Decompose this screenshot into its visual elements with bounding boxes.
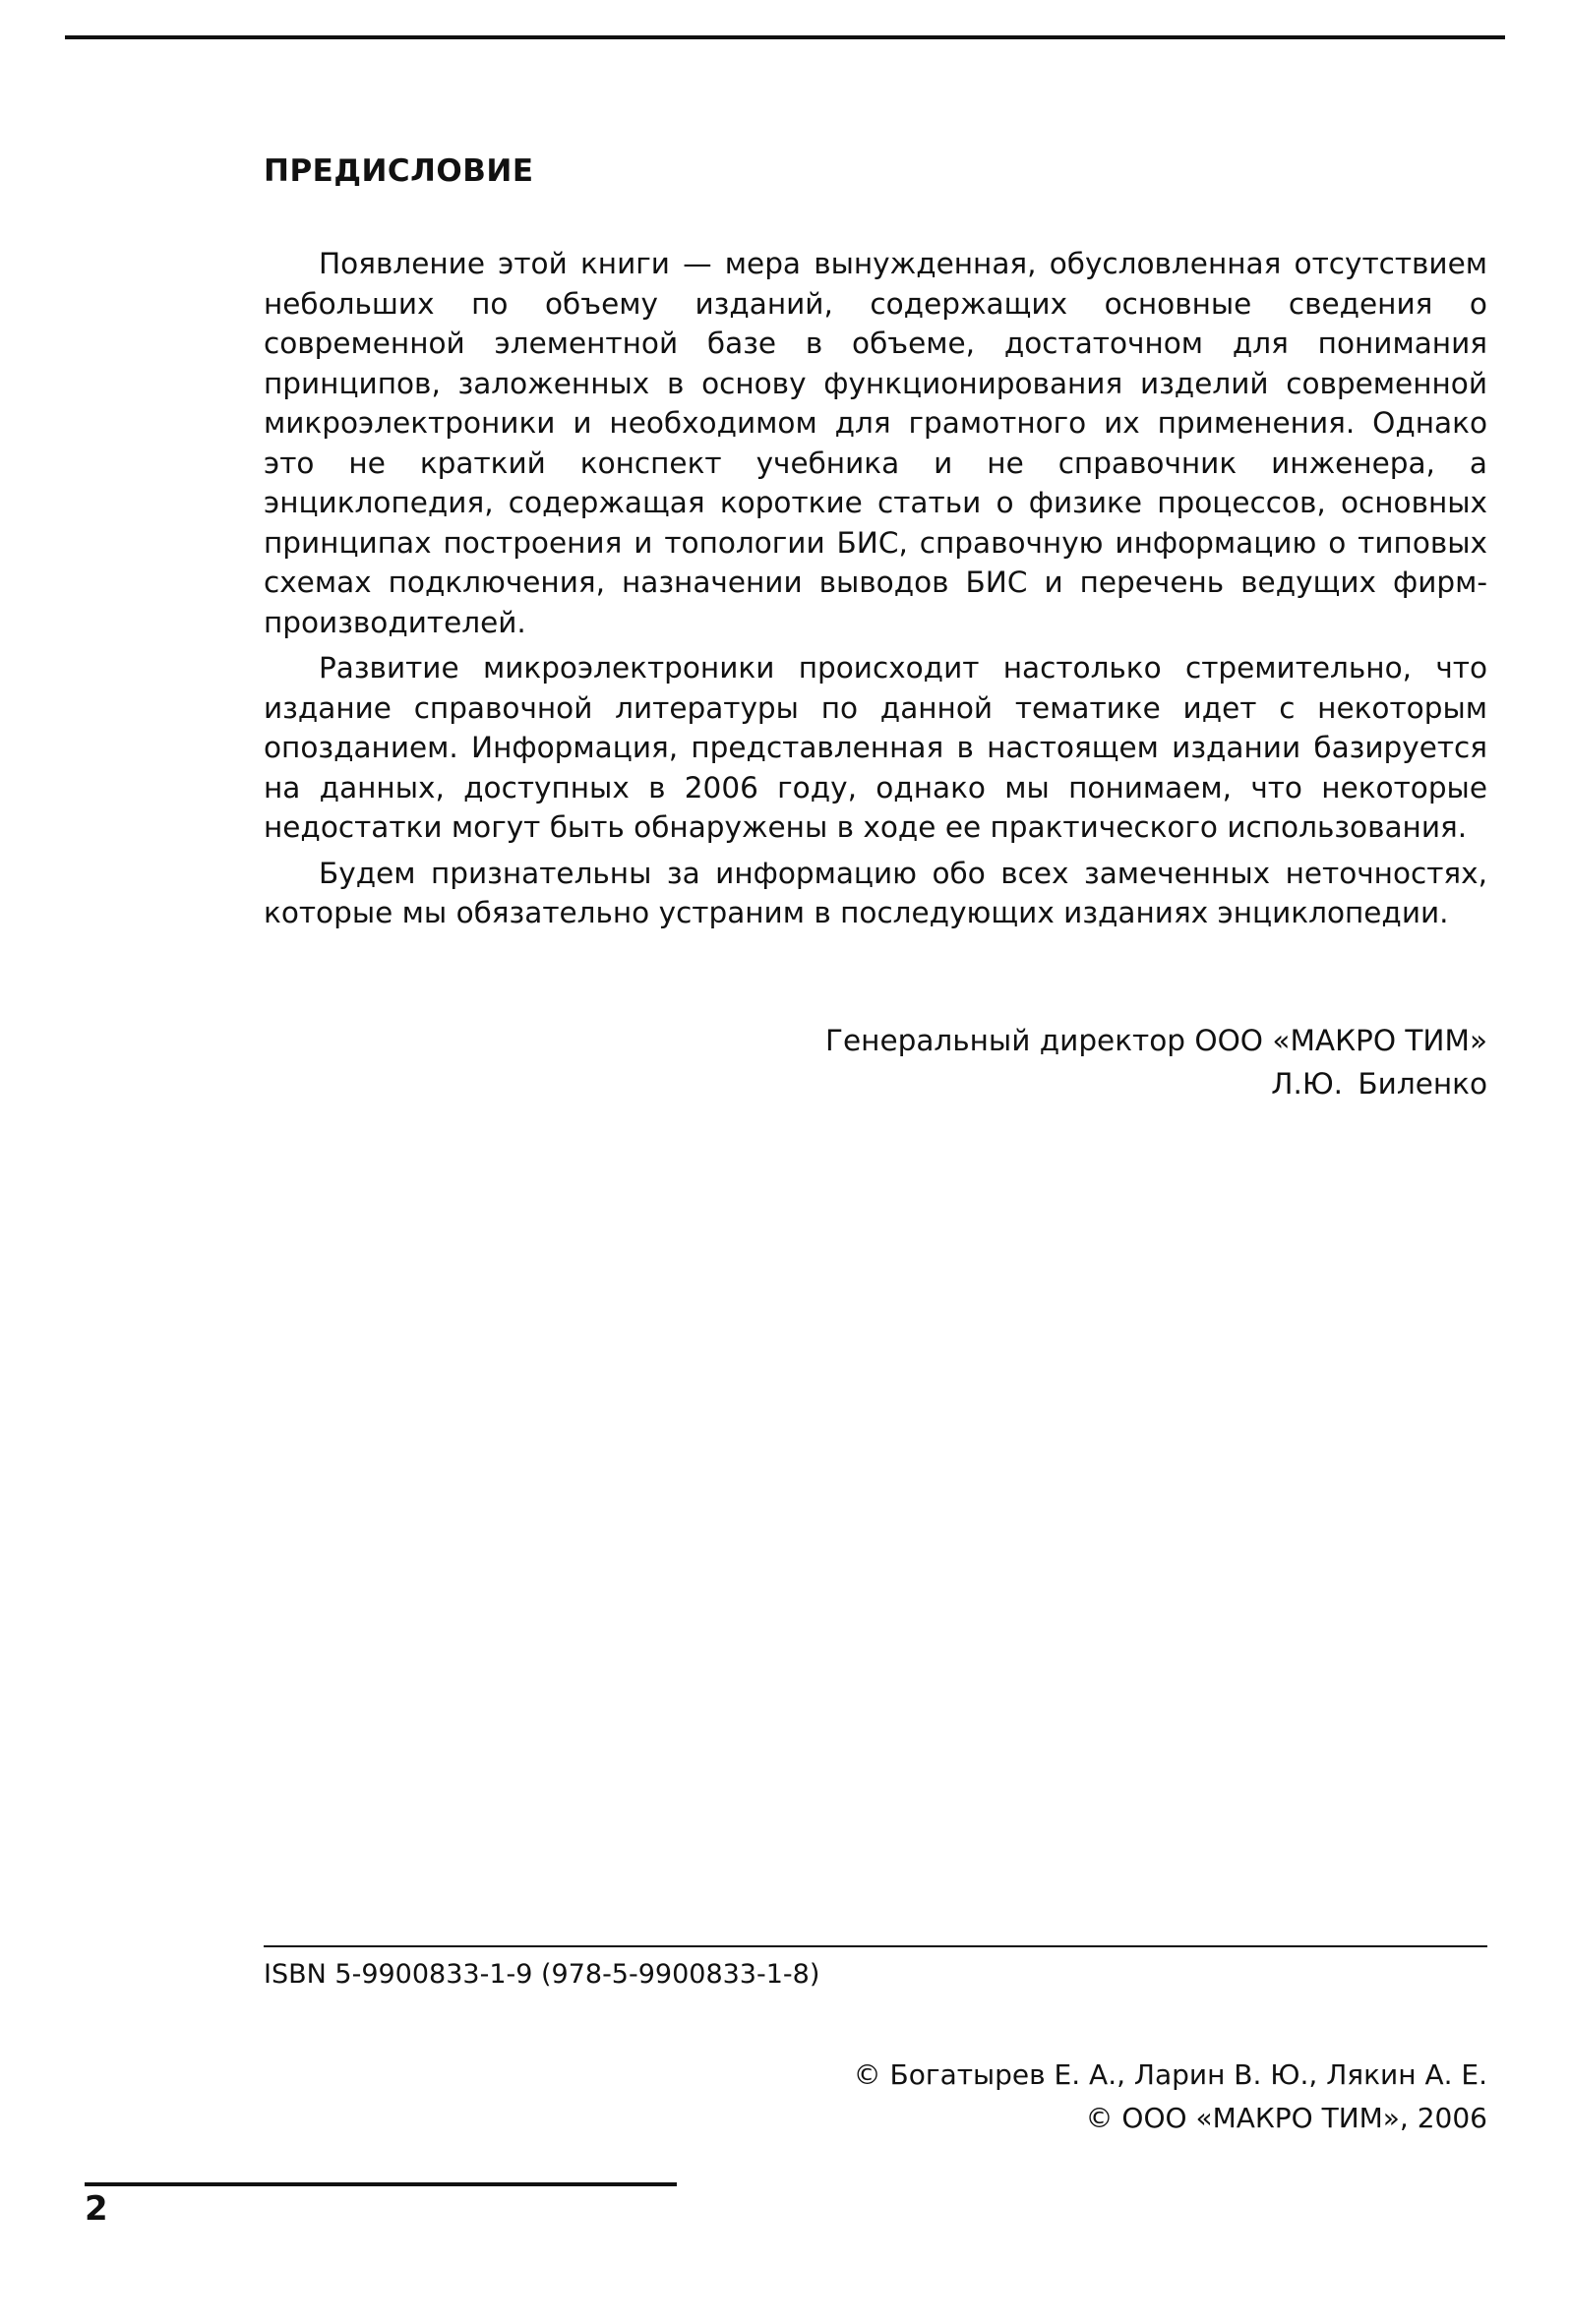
preface-body	[264, 244, 1487, 939]
signature-block	[825, 1019, 1487, 1105]
paragraph-1: Появление этой книги — мера вынужденная, обусловленная отсутствием небольших по объему изданий, содержащих основные сведения о современной элементной базе в объеме, достаточном для понимания принципов, заложенных в основу функционирования изделий современной микроэлектроники и необходимом для грамотного их применения. Однако это не краткий конспект учебника и не справочник инженера, а энциклопедия, содержащая короткие статьи о физике процессов, основных принципах построения и топологии БИС, справочную информацию о типовых схемах подключения, назначении выводов БИС и перечень ведущих фирм-производителей.	[264, 247, 1487, 639]
isbn-rule	[264, 1945, 1487, 1947]
copyright-publisher: © ООО «МАКРО ТИМ», 2006	[1085, 2102, 1487, 2134]
paragraph-2: Развитие микроэлектроники происходит настолько стремительно, что издание справочной литературы по данной тематике идет с некоторым опозданием. Информация, представленная в настоящем издании базируется на данных, доступных в 2006 году, однако мы понимаем, что некоторые недостатки могут быть обнаружены в ходе ее практического использования.	[264, 651, 1487, 844]
signature-name: Л.Ю. Биленко	[1271, 1067, 1487, 1101]
signature-position: Генеральный директор ООО «МАКРО ТИМ»	[825, 1024, 1487, 1057]
top-rule	[65, 35, 1505, 39]
isbn: ISBN 5-9900833-1-9 (978-5-9900833-1-8)	[264, 1959, 820, 1990]
copyright-block	[854, 2054, 1487, 2140]
page-number: 2	[85, 2189, 108, 2229]
page-title: ПРЕДИСЛОВИЕ	[264, 153, 534, 189]
bottom-rule	[85, 2182, 677, 2186]
copyright-authors: © Богатырев Е. А., Ларин В. Ю., Лякин А. Е.	[853, 2058, 1487, 2091]
paragraph-3: Будем признательны за информацию обо всех замеченных неточностях, которые мы обязательно устраним в последующих изданиях энциклопедии.	[264, 856, 1487, 929]
